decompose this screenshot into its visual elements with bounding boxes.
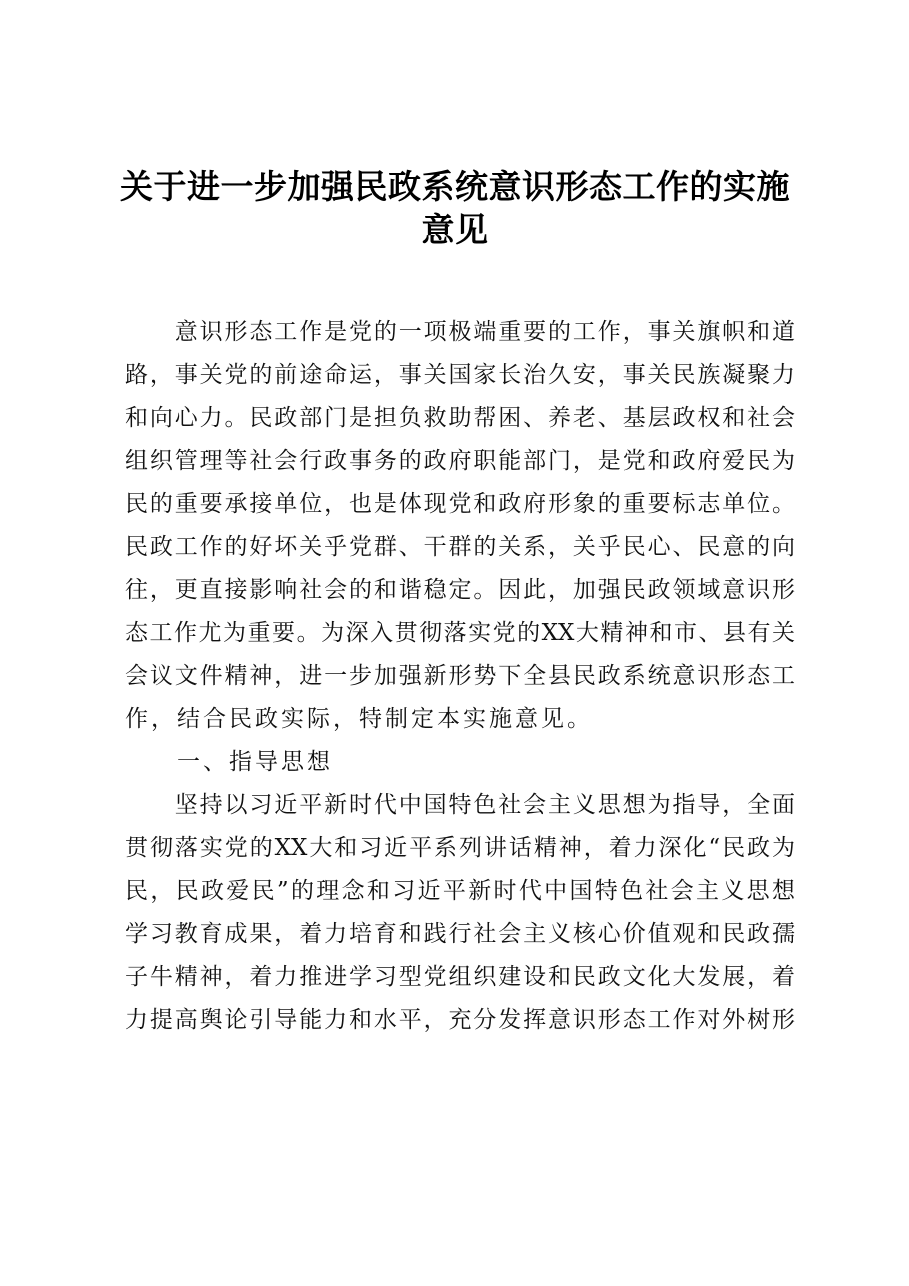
intro-line: 组织管理等社会行政事务的政府职能部门，是党和政府爱民为 [125, 448, 795, 474]
intro-line: 路，事关党的前途命运，事关国家长治久安，事关民族凝聚力 [125, 362, 795, 388]
intro-line: 态工作尤为重要。为深入贯彻落实党的XX大精神和市、县有关 [125, 620, 795, 646]
section-line: 民，民政爱民”的理念和习近平新时代中国特色社会主义思想 [125, 878, 795, 904]
section-line: 学习教育成果，着力培育和践行社会主义核心价值观和民政孺 [125, 921, 795, 947]
intro-line: 民政工作的好坏关乎党群、干群的关系，关乎民心、民意的向 [125, 534, 795, 560]
section-heading-text: 一、指导思想 [125, 749, 333, 775]
section-line: 坚持以习近平新时代中国特色社会主义思想为指导，全面 [125, 792, 795, 818]
intro-line: 和向心力。民政部门是担负救助帮困、养老、基层政权和社会 [125, 405, 795, 431]
intro-line: 会议文件精神，进一步加强新形势下全县民政系统意识形态工 [125, 663, 795, 689]
intro-line: 往，更直接影响社会的和谐稳定。因此，加强民政领域意识形 [125, 577, 795, 603]
intro-line: 意识形态工作是党的一项极端重要的工作，事关旗帜和道 [125, 319, 795, 345]
intro-line: 作，结合民政实际，特制定本实施意见。 [125, 706, 593, 732]
document-title-line-1: 关于进一步加强民政系统意识形态工作的实施 [120, 167, 790, 206]
intro-line: 民的重要承接单位，也是体现党和政府形象的重要标志单位。 [125, 491, 795, 517]
document-title-line-2: 意见 [421, 210, 489, 249]
section-line: 力提高舆论引导能力和水平，充分发挥意识形态工作对外树形 [125, 1007, 795, 1033]
section-line: 子牛精神，着力推进学习型党组织建设和民政文化大发展，着 [125, 964, 795, 990]
section-line: 贯彻落实党的XX大和习近平系列讲话精神，着力深化“民政为 [125, 835, 795, 861]
